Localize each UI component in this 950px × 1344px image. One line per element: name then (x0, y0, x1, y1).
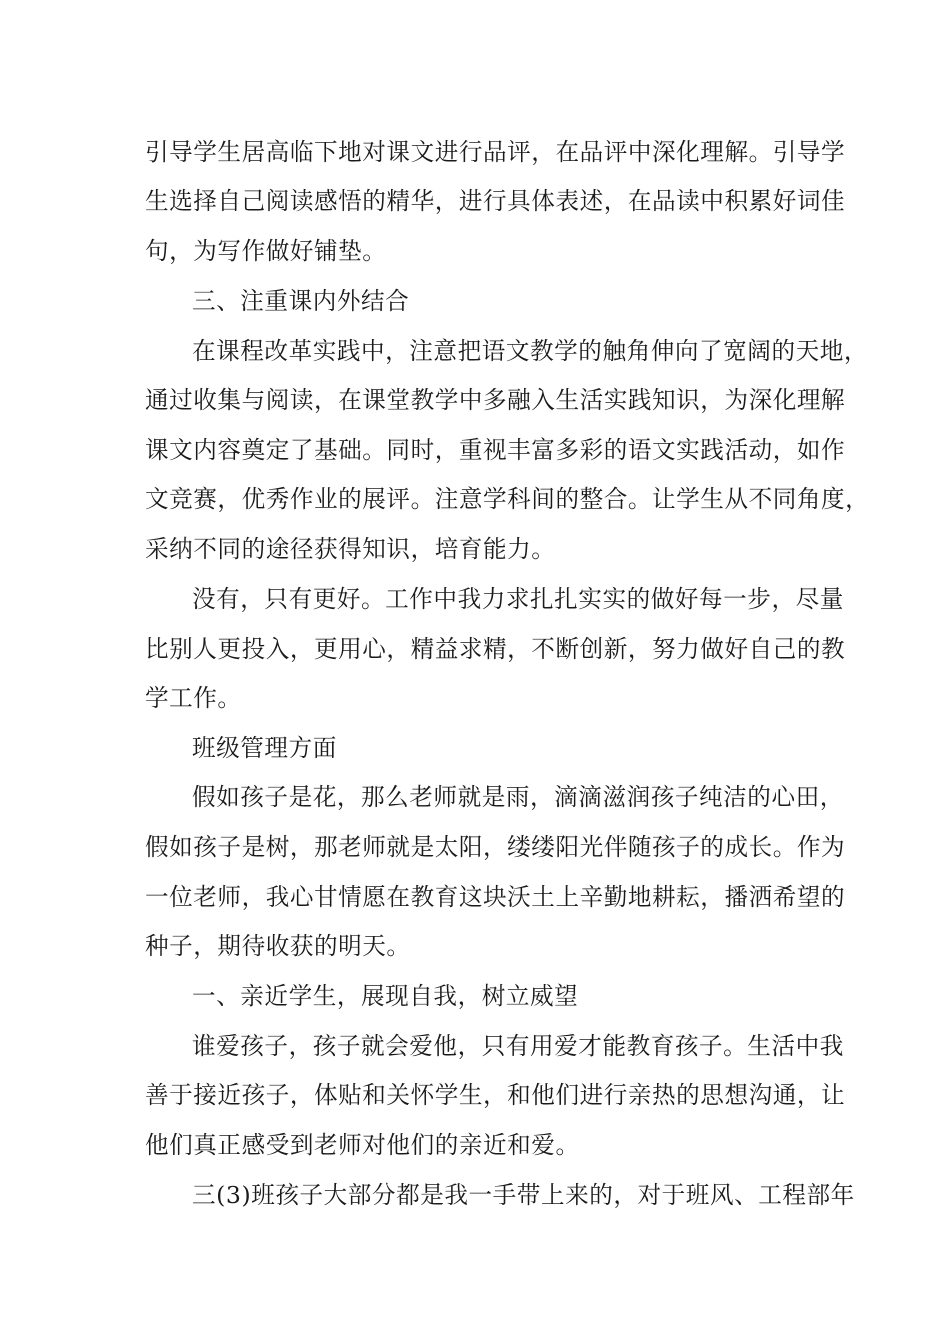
paragraph-line: 一位老师，我心甘情愿在教育这块沃土上辛勤地耕耘，播洒希望的 (145, 883, 846, 911)
paragraph-line: 课文内容奠定了基础。同时，重视丰富多彩的语文实践活动，如作 (145, 436, 846, 464)
paragraph-line: 引导学生居高临下地对课文进行品评，在品评中深化理解。引导学 (145, 138, 846, 166)
paragraph-line: 假如孩子是花，那么老师就是雨，滴滴滋润孩子纯洁的心田， (192, 783, 844, 811)
paragraph-line: 没有，只有更好。工作中我力求扎扎实实的做好每一步，尽量 (192, 585, 844, 613)
paragraph-line: 通过收集与阅读，在课堂教学中多融入生活实践知识，为深化理解 (145, 386, 846, 414)
paragraph-line: 文竞赛，优秀作业的展评。注意学科间的整合。让学生从不同角度， (145, 485, 870, 513)
paragraph-line: 谁爱孩子，孩子就会爱他，只有用爱才能教育孩子。生活中我 (192, 1032, 844, 1060)
paragraph-line: 种子，期待收获的明天。 (145, 932, 411, 960)
paragraph-line: 比别人更投入，更用心，精益求精，不断创新，努力做好自己的教 (145, 635, 846, 663)
section-heading: 一、亲近学生，展现自我，树立威望 (192, 982, 579, 1010)
paragraph-line: 学工作。 (145, 684, 242, 712)
paragraph-line: 在课程改革实践中，注意把语文教学的触角伸向了宽阔的天地， (192, 337, 869, 365)
paragraph-line: 善于接近孩子，体贴和关怀学生，和他们进行亲热的思想沟通，让 (145, 1081, 846, 1109)
paragraph-line: 假如孩子是树，那老师就是太阳，缕缕阳光伴随孩子的成长。作为 (145, 833, 846, 861)
paragraph-line: 他们真正感受到老师对他们的亲近和爱。 (145, 1131, 580, 1159)
paragraph-line: 句，为写作做好铺垫。 (145, 237, 387, 265)
paragraph-line: 三(3)班孩子大部分都是我一手带上来的，对于班风、工程部年 (192, 1181, 855, 1209)
section-heading: 三、注重课内外结合 (192, 287, 410, 315)
paragraph-line: 采纳不同的途径获得知识，培育能力。 (145, 535, 556, 563)
section-heading: 班级管理方面 (192, 734, 337, 762)
paragraph-line: 生选择自己阅读感悟的精华，进行具体表述，在品读中积累好词佳 (145, 187, 846, 215)
